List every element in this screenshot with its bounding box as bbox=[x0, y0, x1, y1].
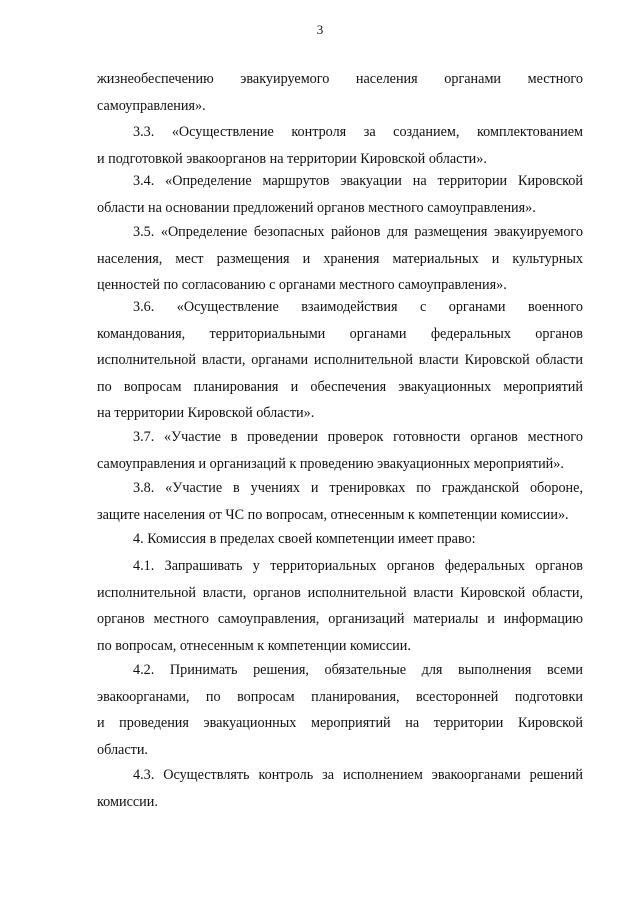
text-line: ценностей по согласованию с органами местного самоуправления». bbox=[97, 277, 507, 293]
text-line: органов местного самоуправления, организаций материалы и информацию bbox=[97, 611, 583, 627]
text-line: и проведения эвакуационных мероприятий на территории Кировской bbox=[97, 715, 583, 731]
text-line: области на основании предложений органов местного самоуправления». bbox=[97, 199, 536, 216]
text-line: защите населения от ЧС по вопросам, отнесенным к компетенции комиссии». bbox=[97, 506, 569, 523]
paragraph-3-3 bbox=[97, 119, 583, 172]
text-line: 3.3. «Осуществление контроля за созданием, комплектованием bbox=[133, 124, 583, 140]
paragraph-4-2 bbox=[97, 657, 583, 763]
text-line: жизнеобеспечению эвакуируемого населения органами местного bbox=[97, 71, 583, 87]
text-line: 4.1. Запрашивать у территориальных органов федеральных органов bbox=[133, 558, 583, 574]
text-line: 3.5. «Определение безопасных районов для размещения эвакуируемого bbox=[133, 224, 583, 240]
text-line: по вопросам, отнесенным к компетенции комиссии. bbox=[97, 637, 411, 654]
paragraph-4 bbox=[97, 526, 583, 553]
text-line: 3.7. «Участие в проведении проверок готовности органов местного bbox=[133, 429, 583, 445]
paragraph-3-8 bbox=[97, 475, 583, 528]
paragraph-4-1 bbox=[97, 553, 583, 659]
text-line: области. bbox=[97, 741, 148, 758]
text-line: по вопросам планирования и обеспечения эвакуационных мероприятий bbox=[97, 378, 583, 395]
text-line: и подготовкой эвакоорганов на территории Кировской области». bbox=[97, 150, 487, 167]
text-line: самоуправления и организаций к проведению эвакуационных мероприятий». bbox=[97, 455, 564, 472]
paragraph-3-5 bbox=[97, 219, 583, 299]
text-line: комиссии. bbox=[97, 793, 158, 810]
text-line: на территории Кировской области». bbox=[97, 405, 315, 421]
text-line: исполнительной власти, органов исполнительной власти Кировской области, bbox=[97, 584, 583, 601]
page-number: 3 bbox=[316, 22, 324, 37]
text-line: 4. Комиссия в пределах своей компетенции имеет право: bbox=[133, 531, 476, 547]
text-line: 3.8. «Участие в учениях и тренировках по гражданской обороне, bbox=[133, 480, 583, 496]
paragraph-3-4 bbox=[97, 168, 583, 221]
paragraph-3-7 bbox=[97, 424, 583, 477]
paragraph-continuation bbox=[97, 66, 583, 119]
text-line: 4.2. Принимать решения, обязательные для выполнения всеми bbox=[133, 662, 583, 678]
text-line: исполнительной власти, органами исполнительной власти Кировской области bbox=[97, 352, 583, 368]
text-line: самоуправления». bbox=[97, 97, 206, 114]
text-line: командования, территориальными органами федеральных органов bbox=[97, 325, 583, 342]
text-line: 3.4. «Определение маршрутов эвакуации на территории Кировской bbox=[133, 173, 583, 189]
text-line: 4.3. Осуществлять контроль за исполнением эвакоорганами решений bbox=[133, 767, 583, 783]
text-line: 3.6. «Осуществление взаимодействия с органами военного bbox=[133, 299, 583, 315]
text-line: населения, мест размещения и хранения материальных и культурных bbox=[97, 250, 583, 267]
paragraph-4-3 bbox=[97, 762, 583, 815]
text-line: эвакоорганами, по вопросам планирования, всесторонней подготовки bbox=[97, 688, 583, 705]
paragraph-3-6 bbox=[97, 294, 583, 427]
